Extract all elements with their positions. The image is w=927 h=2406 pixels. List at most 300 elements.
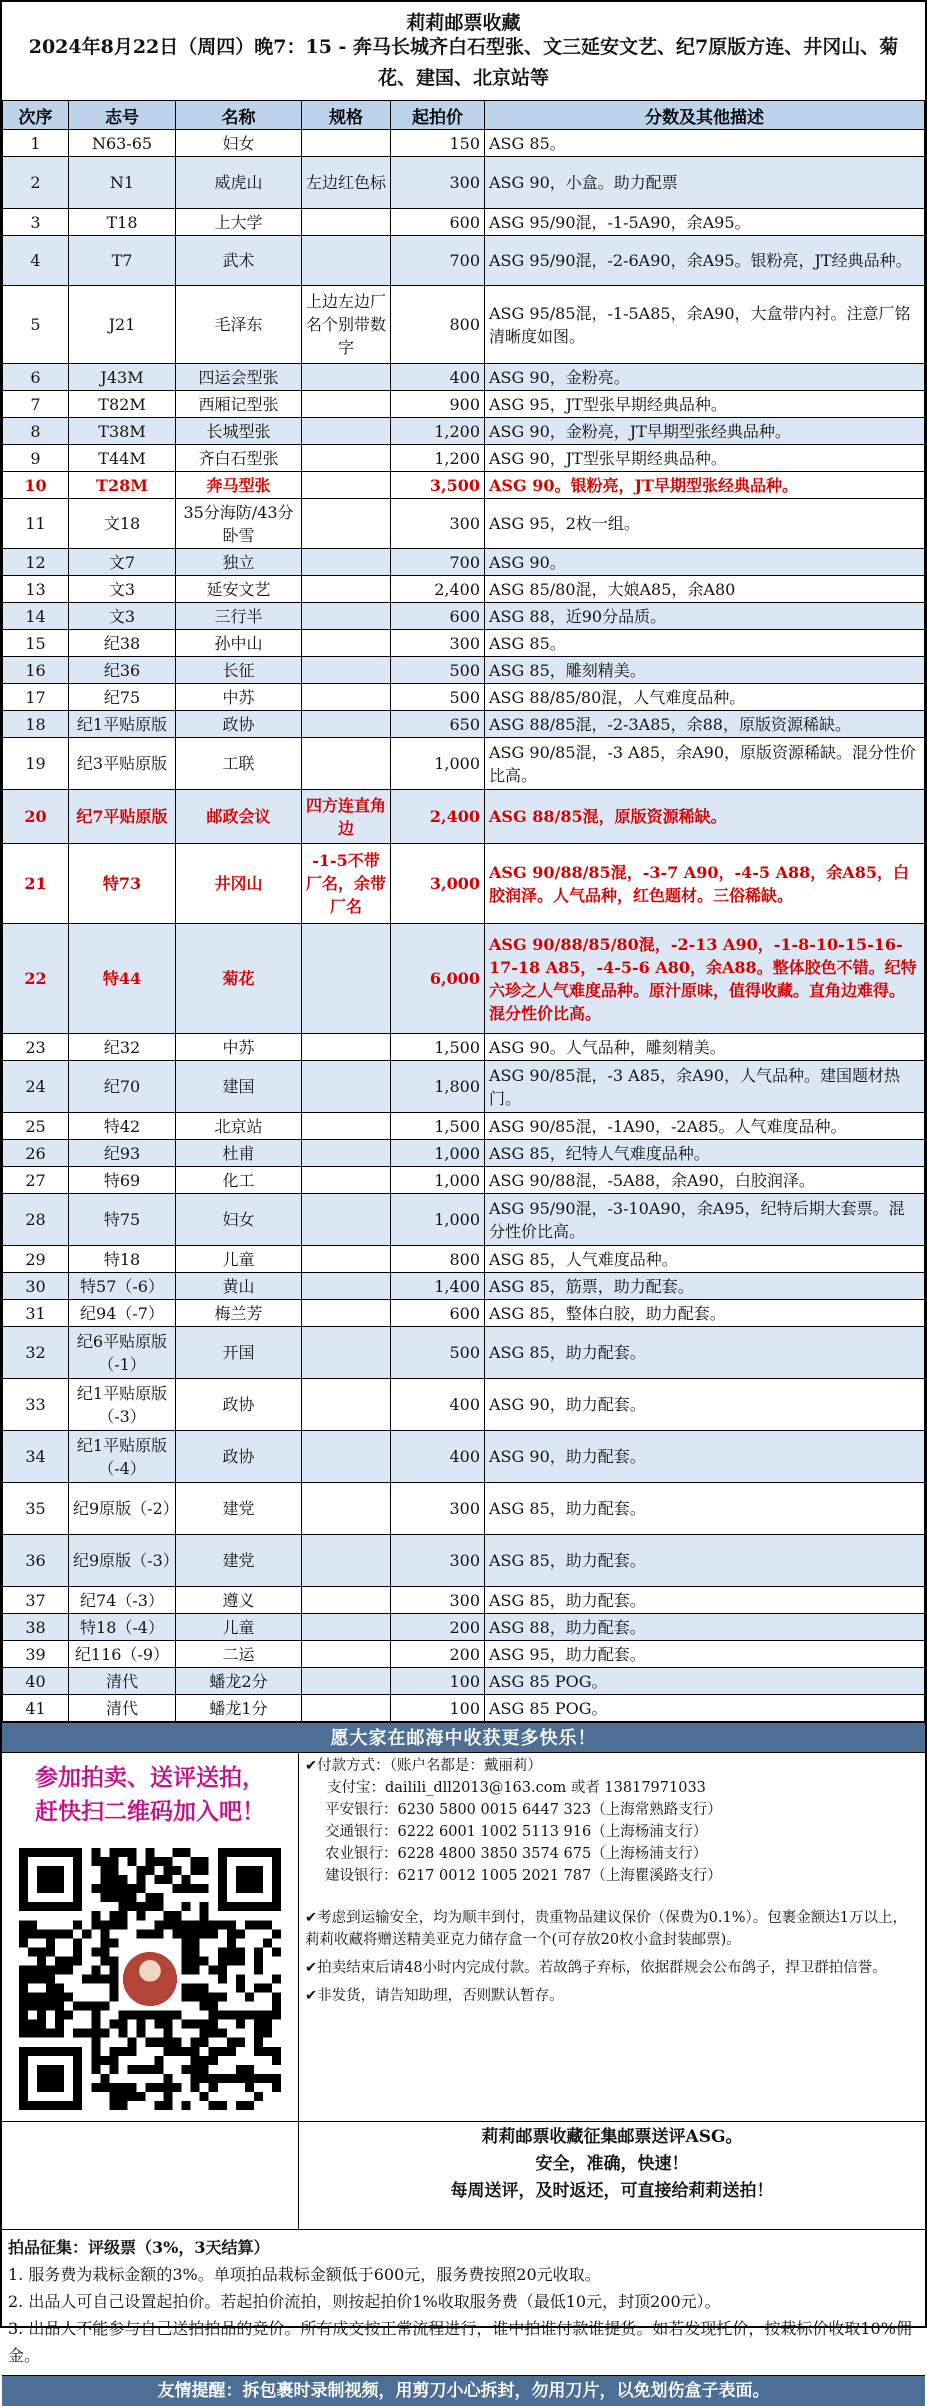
lot-code: 纪3平贴原版 xyxy=(69,738,176,790)
lot-start-price: 1,500 xyxy=(391,1034,485,1061)
lot-name: 武术 xyxy=(176,236,302,286)
lot-code: T28M xyxy=(69,472,176,499)
table-row xyxy=(3,1379,925,1431)
lot-spec xyxy=(302,391,391,418)
lot-number: 8 xyxy=(3,418,69,445)
lot-start-price: 400 xyxy=(391,1379,485,1431)
lot-number: 30 xyxy=(3,1273,69,1300)
lot-number: 1 xyxy=(3,130,69,157)
terms-item: 1. 服务费为栽标金额的3%。单项拍品栽标金额低于600元，服务费按照20元收取。 xyxy=(8,2265,601,2284)
table-row xyxy=(3,711,925,738)
lot-number: 17 xyxy=(3,684,69,711)
lot-description: ASG 90，金粉亮，JT早期型张经典品种。 xyxy=(485,418,925,445)
lot-start-price: 900 xyxy=(391,391,485,418)
lot-spec xyxy=(302,1167,391,1194)
lot-code: 文3 xyxy=(69,603,176,630)
table-row xyxy=(3,1034,925,1061)
lot-name: 长城型张 xyxy=(176,418,302,445)
lot-start-price: 300 xyxy=(391,499,485,549)
lot-start-price: 6,000 xyxy=(391,924,485,1034)
lot-description: ASG 85。 xyxy=(485,630,925,657)
lot-name: 长征 xyxy=(176,657,302,684)
lot-code: 纪7平贴原版 xyxy=(69,790,176,844)
lot-name: 政协 xyxy=(176,1379,302,1431)
lot-description: ASG 85，人气难度品种。 xyxy=(485,1246,925,1273)
lot-spec xyxy=(302,1535,391,1587)
lot-start-price: 600 xyxy=(391,209,485,236)
lot-code: 纪38 xyxy=(69,630,176,657)
lot-spec xyxy=(302,1061,391,1113)
lot-start-price: 1,000 xyxy=(391,1167,485,1194)
lot-name: 化工 xyxy=(176,1167,302,1194)
lot-spec xyxy=(302,364,391,391)
lot-description: ASG 90。 xyxy=(485,549,925,576)
lot-code: 纪32 xyxy=(69,1034,176,1061)
lot-code: T38M xyxy=(69,418,176,445)
lot-name: 妇女 xyxy=(176,1194,302,1246)
lot-start-price: 1,000 xyxy=(391,738,485,790)
collect-section xyxy=(2,2122,925,2230)
lot-number: 16 xyxy=(3,657,69,684)
lot-start-price: 150 xyxy=(391,130,485,157)
lot-number: 27 xyxy=(3,1167,69,1194)
table-row xyxy=(3,1273,925,1300)
lot-name: 儿童 xyxy=(176,1246,302,1273)
lot-spec xyxy=(302,738,391,790)
lot-number: 22 xyxy=(3,924,69,1034)
lot-name: 开国 xyxy=(176,1327,302,1379)
lot-name: 西厢记型张 xyxy=(176,391,302,418)
bank-line: 农业银行：6228 4800 3850 3574 675（上海杨浦支行） xyxy=(325,1846,708,1862)
lot-name: 中苏 xyxy=(176,1034,302,1061)
lot-start-price: 100 xyxy=(391,1668,485,1695)
lot-number: 6 xyxy=(3,364,69,391)
lot-code: 特18（-4） xyxy=(69,1614,176,1641)
lot-description: ASG 95/90混，-3-10A90，余A95，纪特后期大套票。混分性价比高。 xyxy=(485,1194,925,1246)
lot-number: 23 xyxy=(3,1034,69,1061)
lot-number: 13 xyxy=(3,576,69,603)
lot-code: N1 xyxy=(69,157,176,209)
lot-start-price: 2,400 xyxy=(391,576,485,603)
lot-number: 5 xyxy=(3,286,69,364)
table-row xyxy=(3,391,925,418)
terms-title: 拍品征集：评级票（3%，3天结算） xyxy=(8,2238,270,2257)
promo-text xyxy=(2,1753,298,1829)
lot-number: 9 xyxy=(3,445,69,472)
lot-spec xyxy=(302,1113,391,1140)
lot-number: 36 xyxy=(3,1535,69,1587)
lot-number: 12 xyxy=(3,549,69,576)
lot-description: ASG 88，助力配套。 xyxy=(485,1614,925,1641)
lot-name: 政协 xyxy=(176,711,302,738)
lot-spec xyxy=(302,603,391,630)
lot-spec xyxy=(302,576,391,603)
lot-code: 文7 xyxy=(69,549,176,576)
lot-spec xyxy=(302,1483,391,1535)
lot-start-price: 1,200 xyxy=(391,418,485,445)
lot-name: 三行半 xyxy=(176,603,302,630)
lot-name: 四运会型张 xyxy=(176,364,302,391)
footer-reminder: 友情提醒：拆包裹时录制视频，用剪刀小心拆封，勿用刀片，以免划伤盒子表面。 xyxy=(2,2376,925,2406)
terms-section xyxy=(2,2230,925,2376)
table-row xyxy=(3,236,925,286)
page-title: 莉莉邮票收藏 xyxy=(406,12,521,34)
lot-name: 黄山 xyxy=(176,1273,302,1300)
table-row xyxy=(3,1535,925,1587)
lot-code: 纪116（-9） xyxy=(69,1641,176,1668)
table-row xyxy=(3,576,925,603)
lot-code: 清代 xyxy=(69,1695,176,1722)
lot-name: 孙中山 xyxy=(176,630,302,657)
lot-name: 齐白石型张 xyxy=(176,445,302,472)
lot-start-price: 1,000 xyxy=(391,1194,485,1246)
alipay-line: 支付宝：dailili_dll2013@163.com 或者 13817971033 xyxy=(327,1780,706,1796)
bank-line: 建设银行：6217 0012 1005 2021 787（上海瞿溪路支行） xyxy=(325,1868,722,1884)
lot-code: 特69 xyxy=(69,1167,176,1194)
lot-start-price: 800 xyxy=(391,286,485,364)
lot-code: 特73 xyxy=(69,844,176,924)
table-row xyxy=(3,1327,925,1379)
table-row xyxy=(3,1246,925,1273)
lot-spec xyxy=(302,1379,391,1431)
lot-description: ASG 95，2枚一组。 xyxy=(485,499,925,549)
lot-description: ASG 85 POG。 xyxy=(485,1695,925,1722)
lot-spec xyxy=(302,1327,391,1379)
thanks-banner: 愿大家在邮海中收获更多快乐！ xyxy=(2,1722,925,1753)
lot-description: ASG 85，助力配套。 xyxy=(485,1535,925,1587)
lot-code: 清代 xyxy=(69,1668,176,1695)
lot-start-price: 400 xyxy=(391,1431,485,1483)
lot-name: 邮政会议 xyxy=(176,790,302,844)
table-row xyxy=(3,549,925,576)
table-row xyxy=(3,738,925,790)
lot-number: 31 xyxy=(3,1300,69,1327)
table-row xyxy=(3,499,925,549)
lot-description: ASG 95，助力配套。 xyxy=(485,1641,925,1668)
lot-name: 政协 xyxy=(176,1431,302,1483)
table-row xyxy=(3,1614,925,1641)
bank-line: 平安银行：6230 5800 0015 6447 323（上海常熟路支行） xyxy=(325,1802,722,1818)
lot-name: 杜甫 xyxy=(176,1140,302,1167)
lot-start-price: 1,200 xyxy=(391,445,485,472)
lot-number: 4 xyxy=(3,236,69,286)
payment-section xyxy=(305,1755,919,1887)
lot-description: ASG 88/85/80混，人气难度品种。 xyxy=(485,684,925,711)
lot-spec xyxy=(302,1300,391,1327)
qr-code-icon[interactable] xyxy=(19,1848,281,2110)
lot-description: ASG 85。 xyxy=(485,130,925,157)
shipping-note: ✔考虑到运输安全，均为顺丰到付，贵重物品建议保价（保费为0.1%）。包裹金额达1万以上，莉莉收藏将赠送精美亚克力储存盒一个(可存放20枚小盒封装邮票)。 xyxy=(305,1910,907,1948)
lot-start-price: 300 xyxy=(391,157,485,209)
lot-description: ASG 95，JT型张早期经典品种。 xyxy=(485,391,925,418)
lot-start-price: 3,000 xyxy=(391,844,485,924)
lot-description: ASG 95/90混，-1-5A90，余A95。 xyxy=(485,209,925,236)
lot-name: 菊花 xyxy=(176,924,302,1034)
lot-number: 37 xyxy=(3,1587,69,1614)
lot-description: ASG 90，金粉亮。 xyxy=(485,364,925,391)
lot-name: 奔马型张 xyxy=(176,472,302,499)
lot-code: 特42 xyxy=(69,1113,176,1140)
lot-spec xyxy=(302,130,391,157)
lot-description: ASG 90，助力配套。 xyxy=(485,1379,925,1431)
lot-start-price: 300 xyxy=(391,1483,485,1535)
lot-name: 中苏 xyxy=(176,684,302,711)
lot-code: 特57（-6） xyxy=(69,1273,176,1300)
lot-name: 建国 xyxy=(176,1061,302,1113)
table-row xyxy=(3,286,925,364)
lot-spec xyxy=(302,1614,391,1641)
lot-start-price: 1,500 xyxy=(391,1113,485,1140)
table-row xyxy=(3,924,925,1034)
lot-description: ASG 95/90混，-2-6A90，余A95。银粉亮，JT经典品种。 xyxy=(485,236,925,286)
lot-number: 15 xyxy=(3,630,69,657)
info-section xyxy=(2,1753,925,2122)
table-row xyxy=(3,1431,925,1483)
table-row xyxy=(3,1061,925,1113)
lot-start-price: 650 xyxy=(391,711,485,738)
lot-name: 遵义 xyxy=(176,1587,302,1614)
lot-description: ASG 90，助力配套。 xyxy=(485,1431,925,1483)
lot-spec: -1-5不带厂名，余带厂名 xyxy=(302,844,391,924)
lot-name: 建党 xyxy=(176,1483,302,1535)
col-header-no: 次序 xyxy=(3,101,69,130)
lot-code: J21 xyxy=(69,286,176,364)
table-row xyxy=(3,1641,925,1668)
lot-description: ASG 85，筋票，助力配套。 xyxy=(485,1273,925,1300)
lot-name: 梅兰芳 xyxy=(176,1300,302,1327)
lot-start-price: 600 xyxy=(391,1300,485,1327)
lot-number: 35 xyxy=(3,1483,69,1535)
lot-description: ASG 90。人气品种，雕刻精美。 xyxy=(485,1034,925,1061)
lot-code: 纪94（-7） xyxy=(69,1300,176,1327)
lot-spec xyxy=(302,1587,391,1614)
payment-title: ✔付款方式：（账户名都是：戴丽莉） xyxy=(305,1758,542,1774)
lot-start-price: 1,800 xyxy=(391,1061,485,1113)
lot-name: 独立 xyxy=(176,549,302,576)
lot-description: ASG 90/88/85混，-3-7 A90，-4-5 A88，余A85，白胶润泽。人气品种，红色题材。三俗稀缺。 xyxy=(485,844,925,924)
lot-description: ASG 90/88/85/80混，-2-13 A90，-1-8-10-15-16-17-18 A85，-4-5-6 A80，余A88。整体胶色不错。纪特六珍之人气难度品种。原汁原味，值得收藏。直角边难得。混分性价比高。 xyxy=(485,924,925,1034)
lot-number: 41 xyxy=(3,1695,69,1722)
lot-spec xyxy=(302,1431,391,1483)
table-row xyxy=(3,603,925,630)
lot-number: 32 xyxy=(3,1327,69,1379)
table-row xyxy=(3,1668,925,1695)
lot-name: 工联 xyxy=(176,738,302,790)
lot-number: 29 xyxy=(3,1246,69,1273)
bank-line: 交通银行：6222 6001 1002 5113 916（上海杨浦支行） xyxy=(325,1824,708,1840)
lot-name: 蟠龙2分 xyxy=(176,1668,302,1695)
table-row xyxy=(3,209,925,236)
table-row xyxy=(3,445,925,472)
lot-number: 25 xyxy=(3,1113,69,1140)
table-row xyxy=(3,684,925,711)
lot-spec xyxy=(302,684,391,711)
lot-code: T7 xyxy=(69,236,176,286)
table-row xyxy=(3,657,925,684)
lot-spec xyxy=(302,549,391,576)
lot-code: 纪36 xyxy=(69,657,176,684)
lot-start-price: 500 xyxy=(391,1327,485,1379)
lot-name: 井冈山 xyxy=(176,844,302,924)
table-header-row xyxy=(3,101,925,130)
lot-spec: 上边左边厂名个别带数字 xyxy=(302,286,391,364)
lot-description: ASG 90，JT型张早期经典品种。 xyxy=(485,445,925,472)
lot-spec xyxy=(302,499,391,549)
lot-number: 10 xyxy=(3,472,69,499)
col-header-desc: 分数及其他描述 xyxy=(485,101,925,130)
lot-spec xyxy=(302,630,391,657)
lot-code: 文18 xyxy=(69,499,176,549)
lot-spec xyxy=(302,657,391,684)
lot-code: 纪70 xyxy=(69,1061,176,1113)
collect-spacer xyxy=(2,2122,299,2229)
lot-spec xyxy=(302,472,391,499)
lot-code: T44M xyxy=(69,445,176,472)
table-row xyxy=(3,1167,925,1194)
lot-name: 二运 xyxy=(176,1641,302,1668)
lot-description: ASG 90。银粉亮，JT早期型张经典品种。 xyxy=(485,472,925,499)
table-row xyxy=(3,472,925,499)
lot-name: 35分海防/43分卧雪 xyxy=(176,499,302,549)
lot-description: ASG 85，雕刻精美。 xyxy=(485,657,925,684)
lot-start-price: 1,000 xyxy=(391,1140,485,1167)
lot-description: ASG 90/85混，-3 A85，余A90，人气品种。建国题材热门。 xyxy=(485,1061,925,1113)
lot-code: T82M xyxy=(69,391,176,418)
lot-description: ASG 85，助力配套。 xyxy=(485,1483,925,1535)
lot-number: 34 xyxy=(3,1431,69,1483)
lot-code: N63-65 xyxy=(69,130,176,157)
lot-code: 特75 xyxy=(69,1194,176,1246)
lot-start-price: 200 xyxy=(391,1614,485,1641)
storage-note: ✔非发货，请告知助理，否则默认暂存。 xyxy=(305,1988,564,2004)
lot-description: ASG 85，助力配套。 xyxy=(485,1327,925,1379)
lot-name: 延安文艺 xyxy=(176,576,302,603)
table-row xyxy=(3,1300,925,1327)
lot-description: ASG 85/80混，大娘A85，余A80 xyxy=(485,576,925,603)
promo-panel xyxy=(2,1753,299,2121)
lot-code: 纪1平贴原版（-4） xyxy=(69,1431,176,1483)
lot-number: 14 xyxy=(3,603,69,630)
lot-description: ASG 85，助力配套。 xyxy=(485,1587,925,1614)
lot-number: 39 xyxy=(3,1641,69,1668)
collect-line: 莉莉邮票收藏征集邮票送评ASG。 xyxy=(481,2127,743,2147)
page-subtitle: 2024年8月22日（周四）晚7：15 - 奔马长城齐白石型张、文三延安文艺、纪7原版方连、井冈山、菊花、建国、北京站等 xyxy=(28,36,899,89)
lot-start-price: 300 xyxy=(391,1587,485,1614)
lot-number: 18 xyxy=(3,711,69,738)
lot-table-body xyxy=(3,130,925,1722)
lot-code: T18 xyxy=(69,209,176,236)
lot-code: 特44 xyxy=(69,924,176,1034)
lot-start-price: 300 xyxy=(391,1535,485,1587)
lot-description: ASG 88/85混，原版资源稀缺。 xyxy=(485,790,925,844)
collect-line: 安全，准确，快速！ xyxy=(535,2154,689,2174)
table-row xyxy=(3,790,925,844)
lot-name: 北京站 xyxy=(176,1113,302,1140)
page-header xyxy=(2,2,925,100)
lot-spec xyxy=(302,1194,391,1246)
lot-spec xyxy=(302,1034,391,1061)
lot-name: 上大学 xyxy=(176,209,302,236)
table-row xyxy=(3,1194,925,1246)
lot-number: 7 xyxy=(3,391,69,418)
terms-item: 2. 出品人可自己设置起拍价。若起拍价流拍，则按起拍价1%收取服务费（最低10元，封顶200元）。 xyxy=(8,2292,721,2311)
lot-spec xyxy=(302,1668,391,1695)
lot-spec xyxy=(302,418,391,445)
table-row xyxy=(3,1587,925,1614)
lot-start-price: 300 xyxy=(391,630,485,657)
table-row xyxy=(3,130,925,157)
lot-number: 21 xyxy=(3,844,69,924)
lot-start-price: 700 xyxy=(391,549,485,576)
col-header-price: 起拍价 xyxy=(391,101,485,130)
payment-deadline-note: ✔拍卖结束后请48小时内完成付款。若故鸽子弃标，依据群规会公布鸽子，捍卫群拍信誉。 xyxy=(305,1960,887,1976)
lot-number: 11 xyxy=(3,499,69,549)
lot-number: 24 xyxy=(3,1061,69,1113)
lot-start-price: 100 xyxy=(391,1695,485,1722)
lot-spec xyxy=(302,1246,391,1273)
lot-number: 28 xyxy=(3,1194,69,1246)
terms-item: 3. 出品人不能参与自己送拍拍品的竞价。所有成交按正常流程进行，谁中拍谁付款谁提货。如若发现托价，按栽标价收取10%佣金。 xyxy=(8,2319,912,2365)
lot-spec xyxy=(302,445,391,472)
lot-code: 纪74（-3） xyxy=(69,1587,176,1614)
lot-number: 2 xyxy=(3,157,69,209)
lot-start-price: 200 xyxy=(391,1641,485,1668)
lot-start-price: 800 xyxy=(391,1246,485,1273)
lot-start-price: 2,400 xyxy=(391,790,485,844)
lot-spec xyxy=(302,1641,391,1668)
promo-line: 赶快扫二维码加入吧！ xyxy=(35,1798,265,1825)
lot-description: ASG 90/88混，-5A88，余A90，白胶润泽。 xyxy=(485,1167,925,1194)
lot-number: 20 xyxy=(3,790,69,844)
lot-start-price: 3,500 xyxy=(391,472,485,499)
lot-start-price: 500 xyxy=(391,657,485,684)
lot-description: ASG 95/85混，-1-5A85，余A90，大盒带内衬。注意厂铭清晰度如图。 xyxy=(485,286,925,364)
table-row xyxy=(3,364,925,391)
lot-description: ASG 88/85混，-2-3A85，余88，原版资源稀缺。 xyxy=(485,711,925,738)
lot-number: 33 xyxy=(3,1379,69,1431)
lot-description: ASG 85，纪特人气难度品种。 xyxy=(485,1140,925,1167)
lot-spec xyxy=(302,711,391,738)
lot-description: ASG 90，小盒。助力配票 xyxy=(485,157,925,209)
col-header-name: 名称 xyxy=(176,101,302,130)
lot-code: 纪9原版（-3） xyxy=(69,1535,176,1587)
lot-name: 毛泽东 xyxy=(176,286,302,364)
table-row xyxy=(3,1695,925,1722)
lot-spec xyxy=(302,1695,391,1722)
lot-description: ASG 85 POG。 xyxy=(485,1668,925,1695)
lot-code: 特18 xyxy=(69,1246,176,1273)
lot-spec xyxy=(302,209,391,236)
promo-line: 参加拍卖、送评送拍， xyxy=(35,1764,265,1791)
lot-description: ASG 90/85混，-1A90，-2A85。人气难度品种。 xyxy=(485,1113,925,1140)
lot-code: J43M xyxy=(69,364,176,391)
lot-start-price: 1,400 xyxy=(391,1273,485,1300)
table-row xyxy=(3,630,925,657)
lot-number: 38 xyxy=(3,1614,69,1641)
lot-code: 纪9原版（-2） xyxy=(69,1483,176,1535)
lot-code: 纪1平贴原版（-3） xyxy=(69,1379,176,1431)
table-row xyxy=(3,844,925,924)
lot-number: 40 xyxy=(3,1668,69,1695)
lot-start-price: 500 xyxy=(391,684,485,711)
lot-name: 建党 xyxy=(176,1535,302,1587)
lot-spec: 四方连直角边 xyxy=(302,790,391,844)
lot-start-price: 600 xyxy=(391,603,485,630)
lot-spec xyxy=(302,236,391,286)
lot-code: 文3 xyxy=(69,576,176,603)
payment-panel xyxy=(299,1753,925,2121)
table-row xyxy=(3,1140,925,1167)
